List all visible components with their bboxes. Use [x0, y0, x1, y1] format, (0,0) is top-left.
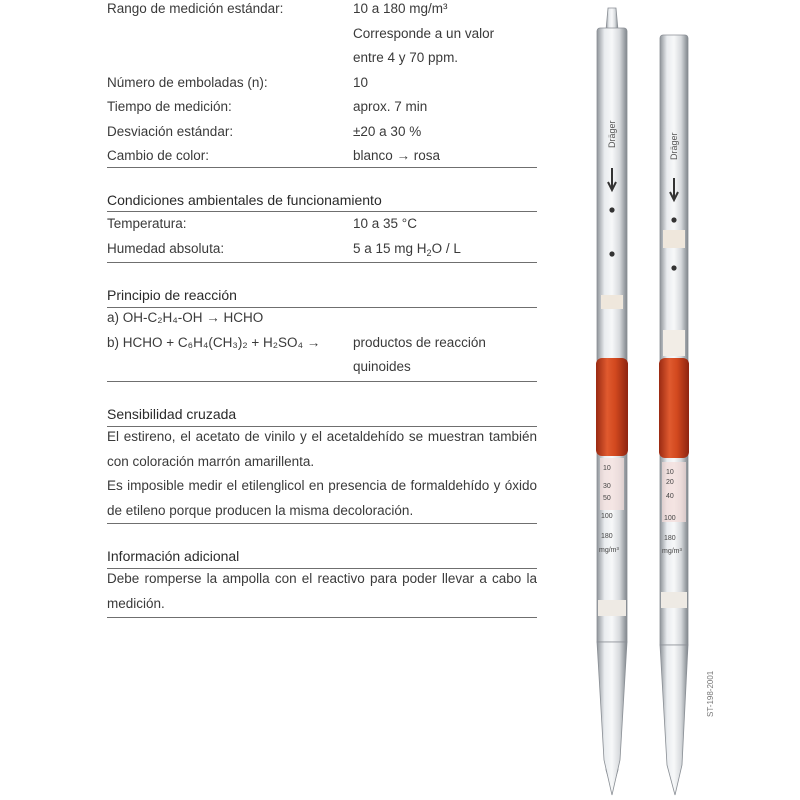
reaction-product-line: productos de reacción [353, 334, 486, 350]
spec-label: Tiempo de medición: [107, 99, 232, 114]
scale-label: 180 [601, 533, 613, 540]
section-title-info: Información adicional [107, 548, 240, 564]
image-code: ST-198-2001 [706, 670, 715, 717]
section-title-reaction: Principio de reacción [107, 287, 237, 303]
cross-paragraph-1: El estireno, el acetato de vinilo y el acetaldehído se muestran también con coloración marrón amarillenta. [107, 429, 537, 469]
detector-tube-right [659, 35, 689, 795]
humidity-subscript: 2 [426, 247, 432, 258]
scale-label: 10 [603, 465, 611, 472]
spec-label: Desviación estándar: [107, 123, 234, 139]
reaction-b-text: b) HCHO + C₆H₄(CH₃)₂ + H₂SO₄ → [107, 334, 321, 350]
scale-label: 100 [601, 513, 613, 520]
scale-label: 50 [603, 495, 611, 502]
spec-value: ±20 a 30 % [353, 123, 422, 139]
scale-label: 180 [664, 535, 676, 542]
cross-paragraph-2: Es imposible medir el etilenglicol en presencia de formaldehído y óxido de etileno porque producen la misma decoloración. [107, 478, 537, 518]
tube-brand-label: Dräger [669, 132, 679, 160]
reaction-a-text: a) OH-C₂H₄-OH → HCHO [107, 310, 264, 325]
humidity-value-part: 5 a 15 mg H [353, 240, 427, 256]
scale-label: 30 [603, 483, 611, 490]
spec-value-line: Corresponde a un valor [353, 25, 495, 41]
tube-brand-label: Dräger [607, 120, 617, 148]
ambient-label: Humedad absoluta: [107, 240, 225, 256]
section-title-cross: Sensibilidad cruzada [107, 406, 237, 422]
spec-value-line: entre 4 y 70 ppm. [353, 50, 459, 65]
humidity-value-part: O / L [431, 240, 461, 256]
spec-label: Número de emboladas (n): [107, 74, 268, 90]
spec-value-line: 10 a 180 mg/m³ [353, 1, 448, 16]
scale-label: 10 [666, 469, 674, 476]
scale-label: mg/m³ [599, 547, 619, 554]
spec-label: Rango de medición estándar: [107, 1, 284, 16]
ambient-value: 10 a 35 °C [353, 216, 417, 231]
spec-label: Cambio de color: [107, 148, 210, 163]
info-paragraph-1: Debe romperse la ampolla con el reactivo para poder llevar a cabo la medición. [107, 571, 537, 611]
detector-tube-left [596, 8, 628, 795]
scale-label: 40 [666, 493, 674, 500]
spec-value: 10 [353, 74, 369, 90]
ambient-label: Temperatura: [107, 216, 187, 231]
reaction-product-line: quinoides [353, 359, 411, 374]
scale-label: 20 [666, 479, 674, 486]
section-title-ambient: Condiciones ambientales de funcionamiento [107, 192, 382, 208]
scale-label: mg/m³ [662, 548, 682, 555]
spec-value: aprox. 7 min [353, 99, 428, 114]
scale-label: 100 [664, 515, 676, 522]
spec-value: blanco → rosa [353, 148, 441, 163]
